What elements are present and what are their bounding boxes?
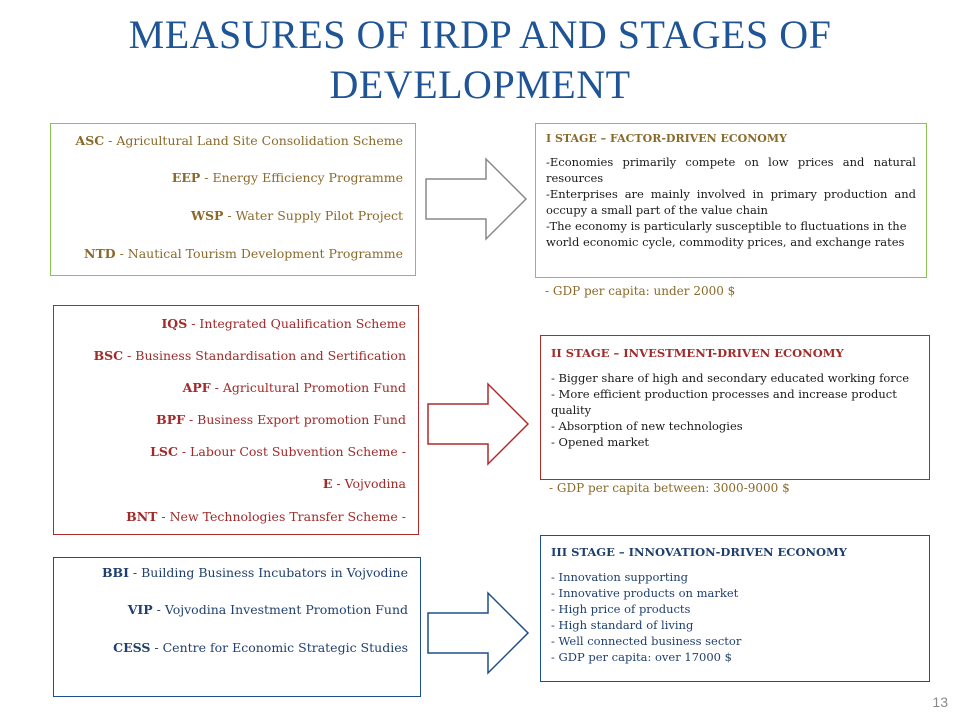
stage-box-innovation-driven <box>540 535 930 682</box>
page-title <box>0 10 960 110</box>
stage-point: - Well connected business sector <box>551 634 742 648</box>
measure-item-bnt: BNT - New Technologies Transfer Scheme - <box>126 509 406 524</box>
measure-item-ntd: NTD - Nautical Tourism Development Programme <box>84 246 403 261</box>
measure-item-apf: APF - Agricultural Promotion Fund <box>182 380 406 395</box>
arrow-right-icon <box>426 382 530 466</box>
arrow-right-icon <box>426 591 530 675</box>
measures-box-blue <box>53 557 421 697</box>
stage-heading: III STAGE – INNOVATION-DRIVEN ECONOMY <box>551 545 847 559</box>
measure-item-iqs: IQS - Integrated Qualification Scheme <box>161 316 406 331</box>
measure-item-eep: EEP - Energy Efficiency Programme <box>171 170 403 185</box>
stage-point: - Innovation supporting <box>551 570 688 584</box>
stage-box-factor-driven <box>535 123 927 278</box>
measure-item-cess: CESS - Centre for Economic Strategic Studies <box>113 640 408 655</box>
page-number: 13 <box>932 694 948 710</box>
stage-gdp: - GDP per capita: under 2000 $ <box>545 284 736 298</box>
title-line-1: MEASURES OF IRDP AND STAGES OF <box>128 12 832 57</box>
measure-item-bbi: BBI - Building Business Incubators in Vojvodine <box>101 565 408 580</box>
measure-item-bsc: BSC - Business Standardisation and Sertification <box>93 348 406 363</box>
measure-item-lsc: LSC - Labour Cost Subvention Scheme - <box>150 444 406 459</box>
measure-item-wsp: WSP - Water Supply Pilot Project <box>190 208 403 223</box>
measures-box-red <box>53 305 419 535</box>
stage-gdp: - GDP per capita between: 3000-9000 $ <box>549 481 790 495</box>
stage-point: - GDP per capita: over 17000 $ <box>551 650 732 664</box>
measure-item-e: E - Vojvodina <box>322 476 406 491</box>
stage-point: -Enterprises are mainly involved in primary production and occupy a small part of the value chain <box>546 187 916 217</box>
measure-item-bpf: BPF - Business Export promotion Fund <box>156 412 406 427</box>
measure-item-vip: VIP - Vojvodina Investment Promotion Fund <box>127 602 408 617</box>
arrow-right-icon <box>424 157 528 241</box>
measure-item-asc: ASC - Agricultural Land Site Consolidation Scheme <box>75 133 403 148</box>
stage-point: -Economies primarily compete on low prices and natural resources <box>546 155 916 185</box>
stage-point: -The economy is particularly susceptible to fluctuations in the world economic cycle, commodity prices, and exchange rates <box>546 219 907 249</box>
stage-heading: II STAGE – INVESTMENT-DRIVEN ECONOMY <box>551 346 844 360</box>
measures-box-green <box>50 123 416 276</box>
stage-box-investment-driven <box>540 335 930 480</box>
stage-point: - High standard of living <box>551 618 694 632</box>
title-line-2: DEVELOPMENT <box>329 62 631 107</box>
stage-point: - More efficient production processes and increase product quality <box>551 387 897 417</box>
stage-point: - Innovative products on market <box>551 586 739 600</box>
stage-point: - Opened market <box>551 435 650 449</box>
stage-point: - Absorption of new technologies <box>551 419 743 433</box>
stage-heading: I STAGE – FACTOR-DRIVEN ECONOMY <box>546 132 787 145</box>
stage-point: - Bigger share of high and secondary educated working force <box>551 371 910 385</box>
stage-point: - High price of products <box>551 602 691 616</box>
